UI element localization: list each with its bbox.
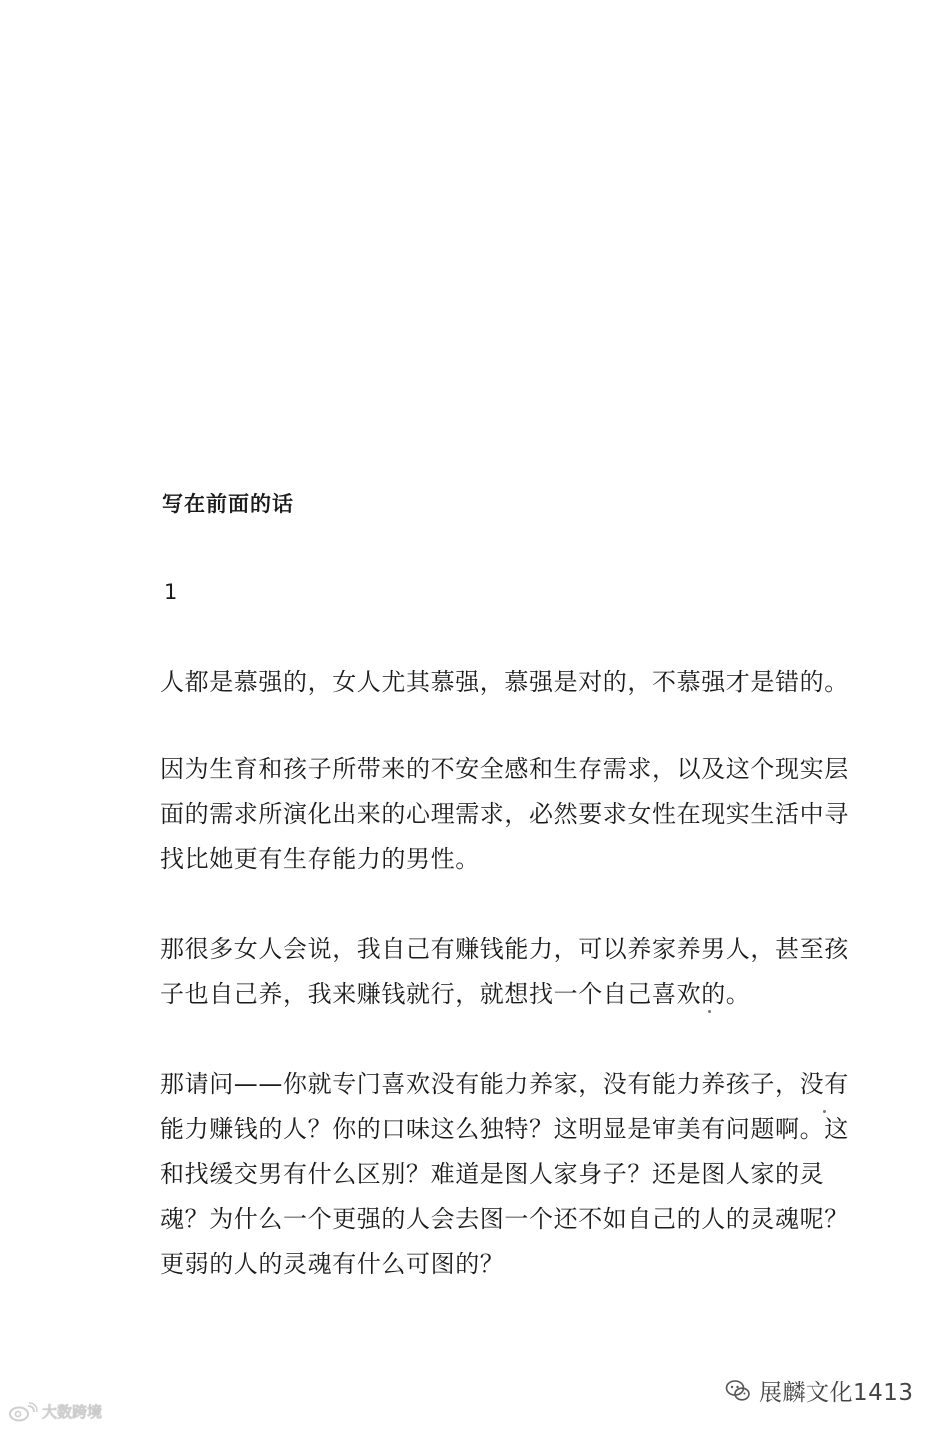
paragraph-line: 和找缓交男有什么区别？难道是图人家身子？还是图人家的灵	[160, 1160, 825, 1188]
paragraph-2	[160, 747, 849, 882]
corner-watermark-text: 大数跨境	[42, 1403, 103, 1421]
paragraph-line: 因为生育和孩子所带来的不安全感和生存需求，以及这个现实层	[160, 755, 849, 783]
paragraph-line: 面的需求所演化出来的心理需求，必然要求女性在现实生活中寻	[160, 800, 849, 828]
section-number: 1	[164, 580, 178, 604]
page-title: 写在前面的话	[162, 492, 294, 516]
paragraph-4	[160, 1062, 849, 1287]
paragraph-line: 那请问——你就专门喜欢没有能力养家，没有能力养孩子，没有	[160, 1070, 849, 1098]
paragraph-line: 能力赚钱的人？你的口味这么独特？这明显是审美有问题啊。这	[160, 1115, 849, 1143]
paragraph-3	[160, 927, 849, 1017]
scan-speck	[823, 1110, 826, 1113]
scan-speck	[708, 1010, 711, 1013]
paragraph-line: 子也自己养，我来赚钱就行，就想找一个自己喜欢的。	[160, 980, 751, 1008]
paragraph-line: 魂？为什么一个更强的人会去图一个还不如自己的人的灵魂呢？	[160, 1205, 849, 1233]
paragraph-line: 找比她更有生存能力的男性。	[160, 845, 480, 873]
paragraph-line: 人都是慕强的，女人尤其慕强，慕强是对的，不慕强才是错的。	[160, 668, 849, 696]
weibo-icon	[8, 1402, 38, 1422]
corner-watermark	[8, 1401, 102, 1422]
paragraph-1	[160, 660, 849, 705]
paragraph-line: 更弱的人的灵魂有什么可图的？	[160, 1250, 505, 1278]
account-name: 展麟文化1413	[759, 1380, 914, 1406]
paragraph-line: 那很多女人会说，我自己有赚钱能力，可以养家养男人，甚至孩	[160, 935, 849, 963]
wechat-icon	[725, 1378, 751, 1404]
account-watermark	[725, 1374, 914, 1407]
